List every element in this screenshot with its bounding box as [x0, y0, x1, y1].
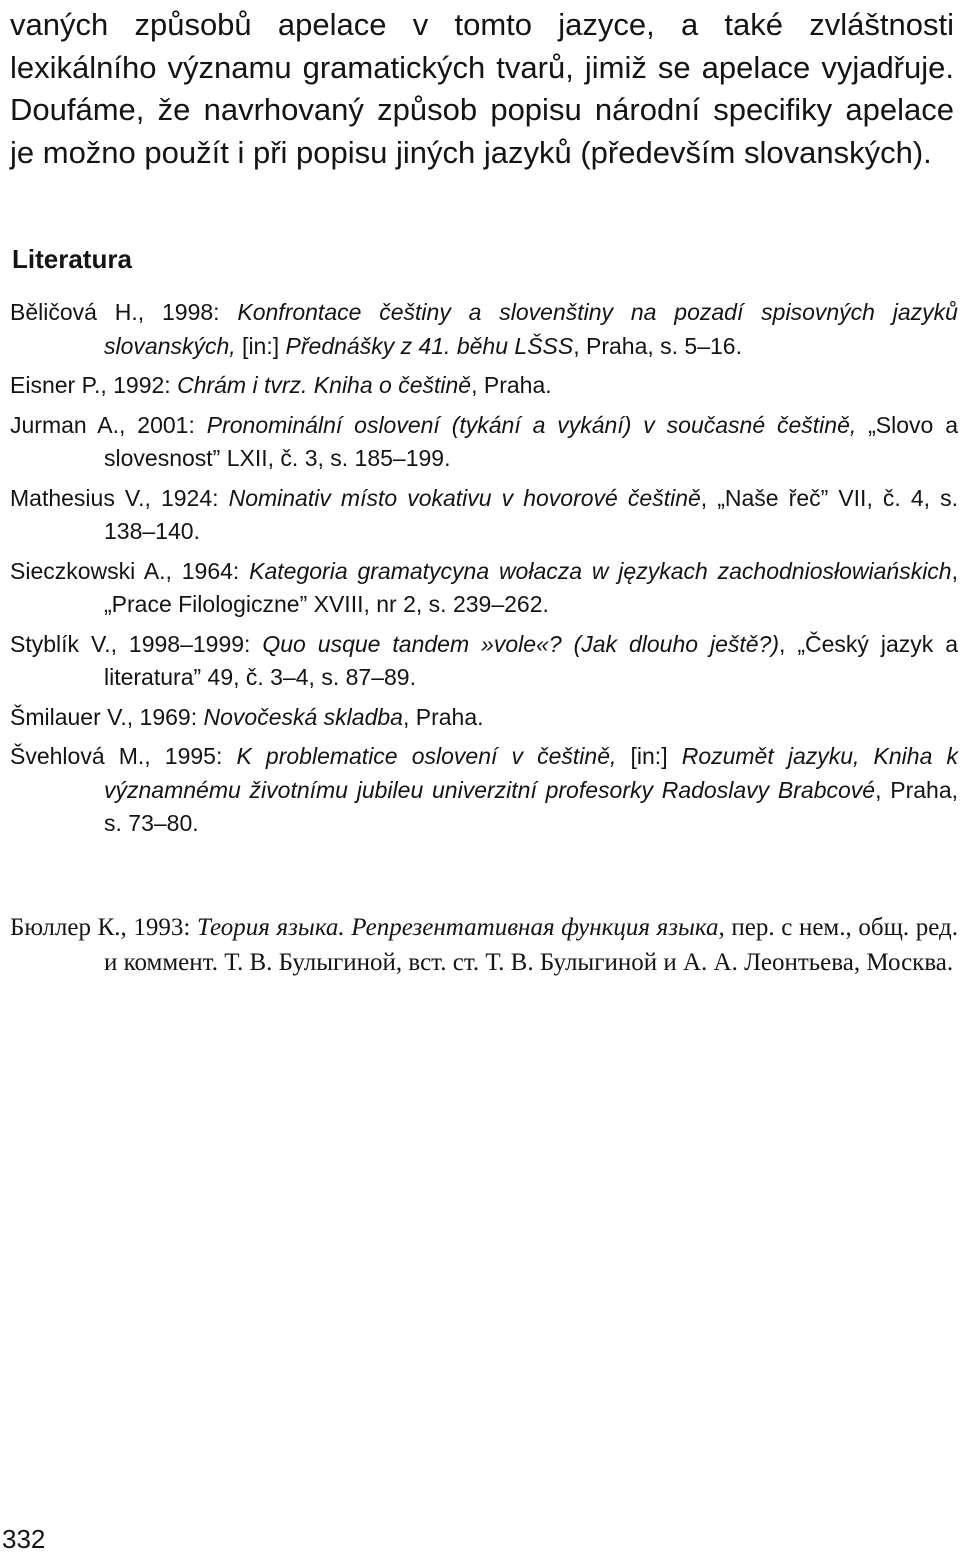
- reference-source-title: Přednášky z 41. běhu LŠSS: [285, 332, 574, 359]
- reference-entry: [10, 701, 958, 735]
- reference-author: Eisner P., 1992:: [10, 372, 178, 398]
- reference-entry: [10, 409, 958, 476]
- reference-entry: [10, 628, 958, 695]
- reference-entry: [10, 555, 958, 622]
- reference-author: Švehlová M., 1995:: [10, 743, 237, 769]
- reference-details: , „Prace Filologiczne” XVIII, nr 2, s. 239–262.: [104, 557, 958, 617]
- reference-in: [in:]: [616, 743, 682, 769]
- reference-title: K problematice oslovení v češtině,: [236, 743, 617, 769]
- section-heading: Literatura: [12, 244, 132, 274]
- reference-details: , Praha, s. 5–16.: [573, 332, 742, 359]
- reference-list-russian: [10, 910, 958, 986]
- reference-title: Теория языка. Репрезентативная функция языка,: [197, 914, 725, 941]
- reference-details: „Slovo a slovesnost” LXII, č. 3, s. 185–199.: [104, 411, 959, 471]
- reference-title: Pronominální oslovení (tykání a vykání) v současné češtině,: [206, 411, 857, 438]
- reference-entry: [10, 482, 958, 549]
- reference-author: Styblík V., 1998–1999:: [10, 630, 263, 657]
- reference-author: Jurman A., 2001:: [10, 411, 207, 438]
- reference-title: Chrám i tvrz. Kniha o češtině: [177, 372, 472, 398]
- reference-author: Mathesius V., 1924:: [10, 484, 229, 511]
- reference-list: [10, 296, 958, 847]
- reference-entry: [10, 369, 958, 403]
- reference-entry: [10, 296, 958, 363]
- reference-details: , „Český jazyk a literatura” 49, č. 3–4, s. 87–89.: [104, 630, 958, 690]
- reference-title: Nominativ místo vokativu v hovorové češtině: [228, 484, 701, 511]
- reference-author: Šmilauer V., 1969:: [10, 703, 204, 730]
- reference-entry: [10, 910, 958, 980]
- reference-author: Běličová H., 1998:: [10, 299, 238, 325]
- intro-paragraph: vaných způsobů apelace v tomto jazyce, a také zvláštnosti lexikálního významu gramatických tvarů, jimiž se apelace vyjadřuje. Doufáme, že navrhovaný způsob popisu národní specifiky apelace je možno použít i při popisu jiných jazyků (především slovanských).: [10, 7, 954, 170]
- reference-title: Konfrontace češtiny a slovenštiny na pozadí spisovných jazyků slovanských,: [104, 299, 958, 359]
- reference-details: , Praha.: [402, 703, 484, 730]
- reference-details: пер. с нем., общ. ред. и коммент. Т. В. Булыгиной, вст. ст. Т. В. Булыгиной и А. А. Леонтьева, Москва.: [104, 914, 958, 976]
- reference-details: , „Naše řeč” VII, č. 4, s. 138–140.: [104, 484, 958, 544]
- reference-details: , Praha, s. 73–80.: [104, 776, 959, 836]
- reference-source-title: Rozumět jazyku, Kniha k významnému životnímu jubileu univerzitní profesorky Radoslavy Brabcové: [104, 743, 958, 803]
- reference-title: Kategoria gramatycyna wołacza w językach zachodniosłowiańskich: [249, 557, 952, 584]
- reference-in: [in:]: [235, 332, 286, 359]
- reference-author: Sieczkowski A., 1964:: [10, 557, 250, 584]
- reference-details: , Praha.: [471, 372, 552, 398]
- reference-entry: [10, 740, 958, 841]
- reference-author: Бюллер К., 1993:: [10, 914, 197, 941]
- page-number: 332: [2, 1524, 46, 1554]
- reference-title: Quo usque tandem »vole«? (Jak dlouho ještě?): [262, 630, 780, 657]
- reference-title: Novočeská skladba: [203, 703, 403, 730]
